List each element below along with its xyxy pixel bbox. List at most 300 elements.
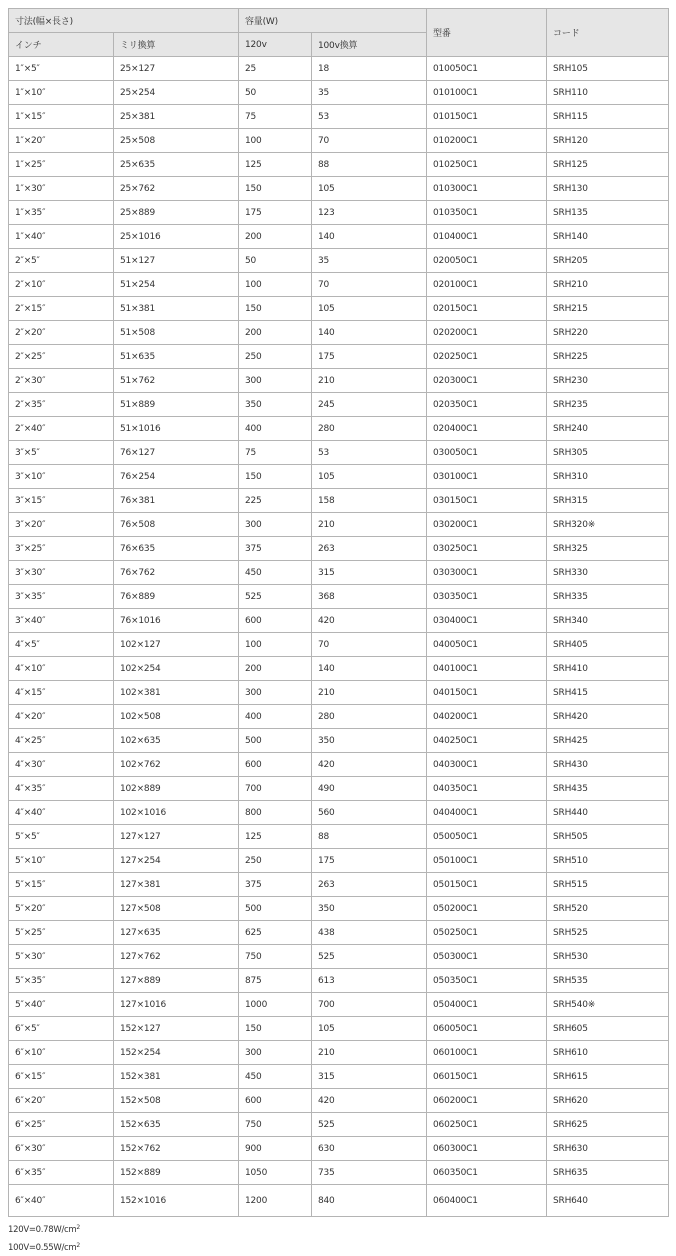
table-row [9,321,669,345]
cell-120v: 350 [239,393,312,417]
cell-code: SRH340 [547,609,669,633]
table-row [9,1113,669,1137]
cell-inch: 1″×20″ [9,129,114,153]
cell-code: SRH405 [547,633,669,657]
cell-inch: 2″×30″ [9,369,114,393]
cell-120v: 600 [239,1089,312,1113]
cell-120v: 300 [239,369,312,393]
table-row [9,81,669,105]
cell-model: 030250C1 [427,537,547,561]
cell-100v: 840 [312,1185,427,1217]
cell-100v: 420 [312,753,427,777]
cell-120v: 450 [239,1065,312,1089]
cell-code: SRH320※ [547,513,669,537]
cell-100v: 210 [312,681,427,705]
cell-120v: 625 [239,921,312,945]
cell-inch: 4″×30″ [9,753,114,777]
cell-model: 040250C1 [427,729,547,753]
cell-model: 060300C1 [427,1137,547,1161]
cell-mm: 127×508 [114,897,239,921]
cell-model: 030150C1 [427,489,547,513]
cell-code: SRH520 [547,897,669,921]
cell-model: 010350C1 [427,201,547,225]
cell-code: SRH410 [547,657,669,681]
cell-120v: 1050 [239,1161,312,1185]
cell-inch: 2″×15″ [9,297,114,321]
cell-mm: 152×635 [114,1113,239,1137]
cell-code: SRH240 [547,417,669,441]
cell-mm: 127×127 [114,825,239,849]
cell-inch: 5″×35″ [9,969,114,993]
cell-120v: 300 [239,681,312,705]
cell-inch: 1″×10″ [9,81,114,105]
cell-inch: 4″×15″ [9,681,114,705]
cell-code: SRH525 [547,921,669,945]
cell-inch: 6″×20″ [9,1089,114,1113]
cell-mm: 102×762 [114,753,239,777]
cell-mm: 152×127 [114,1017,239,1041]
cell-model: 040150C1 [427,681,547,705]
header-size-group: 寸法(幅×長さ) [9,9,239,33]
footnote-100v-text: 100V=0.55W/cm [8,1243,77,1253]
table-row [9,729,669,753]
table-row [9,849,669,873]
cell-100v: 123 [312,201,427,225]
cell-model: 060050C1 [427,1017,547,1041]
table-row [9,153,669,177]
cell-model: 030100C1 [427,465,547,489]
table-row [9,945,669,969]
cell-code: SRH430 [547,753,669,777]
cell-code: SRH505 [547,825,669,849]
table-row [9,441,669,465]
table-row [9,1017,669,1041]
cell-100v: 35 [312,81,427,105]
cell-code: SRH630 [547,1137,669,1161]
cell-mm: 102×635 [114,729,239,753]
table-row [9,1185,669,1217]
cell-inch: 1″×40″ [9,225,114,249]
cell-100v: 315 [312,561,427,585]
header-inch: インチ [9,33,114,57]
cell-inch: 1″×35″ [9,201,114,225]
cell-model: 050400C1 [427,993,547,1017]
cell-mm: 25×1016 [114,225,239,249]
table-row [9,57,669,81]
table-row [9,1137,669,1161]
cell-inch: 4″×20″ [9,705,114,729]
cell-mm: 76×127 [114,441,239,465]
cell-model: 030350C1 [427,585,547,609]
table-row [9,1089,669,1113]
cell-120v: 125 [239,825,312,849]
cell-code: SRH610 [547,1041,669,1065]
cell-120v: 400 [239,417,312,441]
cell-model: 020050C1 [427,249,547,273]
cell-model: 060100C1 [427,1041,547,1065]
cell-mm: 102×889 [114,777,239,801]
cell-100v: 263 [312,537,427,561]
cell-mm: 51×127 [114,249,239,273]
cell-code: SRH420 [547,705,669,729]
cell-mm: 102×508 [114,705,239,729]
cell-100v: 280 [312,417,427,441]
cell-inch: 6″×10″ [9,1041,114,1065]
cell-inch: 6″×15″ [9,1065,114,1089]
cell-120v: 750 [239,1113,312,1137]
cell-code: SRH425 [547,729,669,753]
cell-mm: 152×1016 [114,1185,239,1217]
table-row [9,177,669,201]
cell-120v: 500 [239,897,312,921]
table-row [9,1065,669,1089]
header-model: 型番 [427,9,547,57]
cell-model: 040200C1 [427,705,547,729]
cell-model: 020350C1 [427,393,547,417]
cell-mm: 76×508 [114,513,239,537]
table-row [9,129,669,153]
table-row [9,417,669,441]
cell-inch: 5″×30″ [9,945,114,969]
footnote-100v [8,1238,80,1256]
table-row [9,201,669,225]
cell-inch: 3″×30″ [9,561,114,585]
cell-100v: 140 [312,321,427,345]
cell-code: SRH535 [547,969,669,993]
table-row [9,993,669,1017]
cell-inch: 4″×25″ [9,729,114,753]
cell-120v: 150 [239,297,312,321]
cell-100v: 175 [312,345,427,369]
cell-120v: 150 [239,177,312,201]
cell-mm: 76×381 [114,489,239,513]
cell-100v: 105 [312,1017,427,1041]
cell-model: 020300C1 [427,369,547,393]
cell-120v: 125 [239,153,312,177]
cell-inch: 5″×25″ [9,921,114,945]
cell-mm: 25×762 [114,177,239,201]
cell-model: 040400C1 [427,801,547,825]
cell-120v: 150 [239,465,312,489]
cell-mm: 51×508 [114,321,239,345]
cell-code: SRH120 [547,129,669,153]
table-header [9,9,669,57]
cell-mm: 76×635 [114,537,239,561]
cell-mm: 127×254 [114,849,239,873]
cell-100v: 263 [312,873,427,897]
cell-100v: 210 [312,369,427,393]
cell-model: 020200C1 [427,321,547,345]
cell-120v: 50 [239,81,312,105]
cell-inch: 5″×40″ [9,993,114,1017]
cell-120v: 525 [239,585,312,609]
cell-100v: 35 [312,249,427,273]
cell-inch: 4″×40″ [9,801,114,825]
cell-code: SRH315 [547,489,669,513]
table-body [9,57,669,1217]
cell-mm: 25×254 [114,81,239,105]
cell-code: SRH210 [547,273,669,297]
cell-100v: 105 [312,297,427,321]
cell-100v: 368 [312,585,427,609]
cell-120v: 150 [239,1017,312,1041]
cell-model: 010250C1 [427,153,547,177]
cell-inch: 6″×25″ [9,1113,114,1137]
cell-100v: 350 [312,897,427,921]
cell-inch: 4″×35″ [9,777,114,801]
cell-120v: 50 [239,249,312,273]
cell-100v: 420 [312,609,427,633]
cell-120v: 300 [239,1041,312,1065]
table-row [9,273,669,297]
cell-inch: 5″×10″ [9,849,114,873]
cell-mm: 25×127 [114,57,239,81]
cell-model: 020100C1 [427,273,547,297]
cell-100v: 158 [312,489,427,513]
cell-mm: 152×381 [114,1065,239,1089]
cell-mm: 127×635 [114,921,239,945]
cell-100v: 70 [312,633,427,657]
cell-100v: 490 [312,777,427,801]
cell-code: SRH140 [547,225,669,249]
cell-120v: 700 [239,777,312,801]
cell-mm: 127×1016 [114,993,239,1017]
table-row [9,297,669,321]
table-row [9,753,669,777]
table-row [9,225,669,249]
footnote-superscript: 2 [76,1242,80,1249]
cell-code: SRH615 [547,1065,669,1089]
cell-100v: 210 [312,513,427,537]
cell-mm: 127×381 [114,873,239,897]
cell-120v: 1200 [239,1185,312,1217]
cell-100v: 105 [312,465,427,489]
cell-100v: 53 [312,441,427,465]
cell-code: SRH310 [547,465,669,489]
table-row [9,801,669,825]
table-row [9,489,669,513]
cell-code: SRH135 [547,201,669,225]
cell-100v: 420 [312,1089,427,1113]
header-mm: ミリ換算 [114,33,239,57]
table-row [9,969,669,993]
cell-mm: 51×635 [114,345,239,369]
cell-100v: 438 [312,921,427,945]
cell-120v: 400 [239,705,312,729]
cell-120v: 25 [239,57,312,81]
cell-model: 050250C1 [427,921,547,945]
cell-model: 050150C1 [427,873,547,897]
cell-model: 060400C1 [427,1185,547,1217]
table-row [9,345,669,369]
cell-inch: 3″×10″ [9,465,114,489]
cell-100v: 18 [312,57,427,81]
cell-inch: 2″×5″ [9,249,114,273]
cell-120v: 750 [239,945,312,969]
cell-mm: 25×381 [114,105,239,129]
table-row [9,609,669,633]
cell-100v: 630 [312,1137,427,1161]
cell-120v: 200 [239,321,312,345]
cell-inch: 1″×25″ [9,153,114,177]
table-row [9,105,669,129]
cell-120v: 250 [239,849,312,873]
cell-model: 010100C1 [427,81,547,105]
cell-model: 030400C1 [427,609,547,633]
table-row [9,393,669,417]
table-row [9,369,669,393]
cell-mm: 25×635 [114,153,239,177]
footnote-120v [8,1220,80,1238]
cell-code: SRH620 [547,1089,669,1113]
cell-100v: 525 [312,1113,427,1137]
cell-100v: 70 [312,129,427,153]
cell-inch: 6″×30″ [9,1137,114,1161]
cell-120v: 375 [239,873,312,897]
cell-120v: 900 [239,1137,312,1161]
table-row [9,249,669,273]
cell-inch: 5″×20″ [9,897,114,921]
cell-mm: 152×508 [114,1089,239,1113]
cell-inch: 3″×15″ [9,489,114,513]
cell-model: 050100C1 [427,849,547,873]
cell-120v: 600 [239,753,312,777]
cell-inch: 4″×10″ [9,657,114,681]
cell-model: 030200C1 [427,513,547,537]
cell-100v: 140 [312,657,427,681]
table-row [9,657,669,681]
cell-120v: 250 [239,345,312,369]
cell-inch: 1″×5″ [9,57,114,81]
cell-120v: 1000 [239,993,312,1017]
cell-120v: 100 [239,633,312,657]
cell-model: 030300C1 [427,561,547,585]
header-capacity-group: 容量(W) [239,9,427,33]
table-row [9,1041,669,1065]
cell-100v: 315 [312,1065,427,1089]
cell-100v: 735 [312,1161,427,1185]
cell-code: SRH640 [547,1185,669,1217]
cell-120v: 100 [239,129,312,153]
footnote-superscript: 2 [76,1224,80,1231]
cell-model: 050050C1 [427,825,547,849]
table-row [9,1161,669,1185]
cell-model: 040300C1 [427,753,547,777]
cell-code: SRH510 [547,849,669,873]
header-100v: 100v換算 [312,33,427,57]
cell-inch: 2″×25″ [9,345,114,369]
cell-mm: 127×762 [114,945,239,969]
cell-100v: 525 [312,945,427,969]
cell-code: SRH220 [547,321,669,345]
heater-spec-table [8,8,669,1217]
cell-code: SRH125 [547,153,669,177]
cell-120v: 75 [239,441,312,465]
cell-100v: 280 [312,705,427,729]
header-120v: 120v [239,33,312,57]
cell-code: SRH215 [547,297,669,321]
cell-model: 060200C1 [427,1089,547,1113]
cell-100v: 560 [312,801,427,825]
cell-inch: 3″×40″ [9,609,114,633]
cell-100v: 613 [312,969,427,993]
cell-code: SRH530 [547,945,669,969]
cell-inch: 1″×30″ [9,177,114,201]
cell-mm: 152×889 [114,1161,239,1185]
cell-code: SRH235 [547,393,669,417]
cell-120v: 100 [239,273,312,297]
cell-model: 010200C1 [427,129,547,153]
cell-model: 060350C1 [427,1161,547,1185]
cell-120v: 225 [239,489,312,513]
cell-model: 010150C1 [427,105,547,129]
cell-inch: 2″×40″ [9,417,114,441]
cell-mm: 25×889 [114,201,239,225]
cell-inch: 5″×15″ [9,873,114,897]
footnote-120v-text: 120V=0.78W/cm [8,1225,77,1235]
cell-code: SRH230 [547,369,669,393]
cell-code: SRH110 [547,81,669,105]
table-row [9,561,669,585]
cell-code: SRH105 [547,57,669,81]
cell-100v: 70 [312,273,427,297]
cell-inch: 5″×5″ [9,825,114,849]
cell-120v: 875 [239,969,312,993]
cell-code: SRH540※ [547,993,669,1017]
footnotes [8,1220,80,1256]
cell-inch: 2″×10″ [9,273,114,297]
cell-mm: 127×889 [114,969,239,993]
cell-100v: 245 [312,393,427,417]
table-row [9,777,669,801]
cell-120v: 175 [239,201,312,225]
cell-model: 030050C1 [427,441,547,465]
cell-mm: 25×508 [114,129,239,153]
cell-mm: 51×1016 [114,417,239,441]
cell-100v: 350 [312,729,427,753]
table-row [9,681,669,705]
table-row [9,465,669,489]
table-row [9,705,669,729]
cell-inch: 3″×5″ [9,441,114,465]
cell-inch: 6″×35″ [9,1161,114,1185]
cell-inch: 3″×25″ [9,537,114,561]
cell-inch: 6″×5″ [9,1017,114,1041]
table-row [9,633,669,657]
cell-inch: 3″×20″ [9,513,114,537]
cell-inch: 4″×5″ [9,633,114,657]
cell-code: SRH440 [547,801,669,825]
table-row [9,825,669,849]
cell-mm: 76×889 [114,585,239,609]
cell-code: SRH115 [547,105,669,129]
table-row [9,873,669,897]
cell-code: SRH415 [547,681,669,705]
cell-100v: 210 [312,1041,427,1065]
cell-mm: 51×381 [114,297,239,321]
cell-mm: 152×762 [114,1137,239,1161]
cell-code: SRH325 [547,537,669,561]
cell-mm: 102×254 [114,657,239,681]
table-row [9,585,669,609]
cell-code: SRH330 [547,561,669,585]
cell-code: SRH130 [547,177,669,201]
cell-model: 040350C1 [427,777,547,801]
cell-code: SRH225 [547,345,669,369]
cell-120v: 600 [239,609,312,633]
cell-code: SRH305 [547,441,669,465]
cell-inch: 1″×15″ [9,105,114,129]
